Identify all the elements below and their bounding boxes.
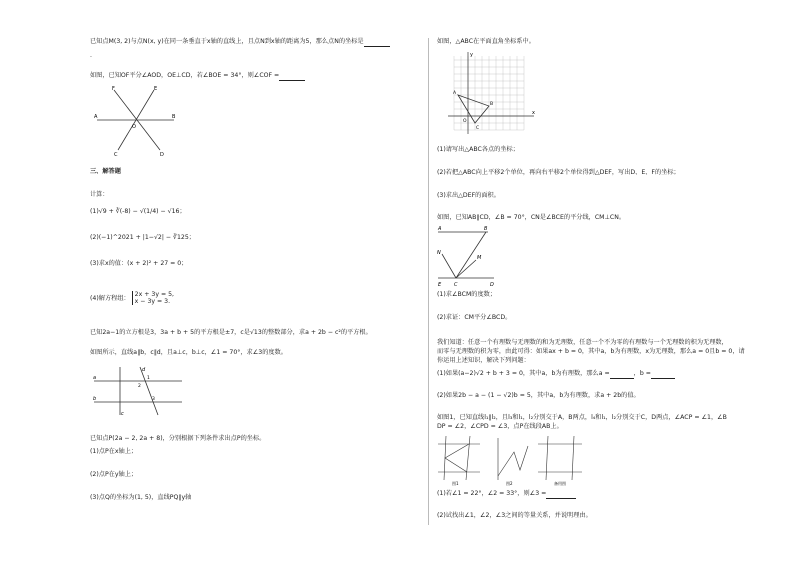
fig3-label-d: D <box>490 282 494 288</box>
fill-question-2: 如图，已知OF平分∠AOD，OE⊥CD，若∠BOE = 34°，则∠COF = <box>90 72 305 81</box>
grid-label-y: y <box>470 52 473 58</box>
fig1-label-d: D <box>160 152 164 158</box>
figure-spare <box>538 436 582 480</box>
segment-cb <box>456 232 486 278</box>
grid-question: 如图，△ABC在平面直角坐标系中。 <box>437 38 535 45</box>
point-item-2: (2)点P在y轴上； <box>90 471 138 478</box>
system-eq-1: 2x + 3y = 5, <box>134 291 175 298</box>
grid-label-x: x <box>532 110 535 116</box>
cube-root-question: 已知2a−1的立方根是3，3a + b + 5的平方根是±7，c是√13的整数部分，求a + 2b − c²的平方根。 <box>90 329 372 336</box>
grid-item-2: (2)若把△ABC向上平移2个单位，再向右平移2个单位得到△DEF，写出D、E、F的坐标； <box>437 169 680 176</box>
answer-blank <box>279 72 305 81</box>
irrational-text-1: 我们知道：任意一个有理数与无理数的和为无理数，任意一个不为零的有理数与一个无理数的积为无理数， <box>437 339 728 346</box>
figure-question-2: DP = ∠2，∠CPD = ∠3，点P在线段AB上。 <box>437 423 563 430</box>
fig2-label-3: 3 <box>152 397 155 402</box>
fig1-label-o: O <box>132 124 136 130</box>
fig3-label-m: M <box>477 255 482 261</box>
parallel-lines-figures <box>436 432 584 486</box>
fig2-label-c: c <box>121 411 124 417</box>
answer-blank <box>546 490 576 499</box>
parallel-figure <box>92 365 184 417</box>
figure-question-1: 如图1，已知直线l₁∥l₂，且l₃和l₁，l₂分别交于A，B两点，l₄和l₁，l₂分别交于C，D两点，∠ACP = ∠1，∠B <box>437 414 727 421</box>
grid-label-a: A <box>453 91 457 96</box>
calc-item-3: (3)求x的值：(x + 2)² + 27 = 0； <box>90 260 188 267</box>
coordinate-grid <box>444 50 540 136</box>
grid-item-1: (1)请写出△ABC各点的坐标； <box>437 146 519 153</box>
irrational-text-2: 而零与无理数的积为零，由此可得：如果ax + b = 0，其中a，b为有理数，x为无理数，那么a = 0且b = 0，请 <box>437 348 745 355</box>
bisector-question: 如图，已知AB∥CD，∠B = 70°，CN是∠BCE的平分线，CM⊥CN。 <box>437 214 626 221</box>
answer-marker: . <box>90 52 92 59</box>
fig1-label-a: A <box>94 114 98 120</box>
irrational-text-3: 你运用上述知识，解决下列问题： <box>437 357 530 364</box>
grid-label-o: O <box>463 119 467 124</box>
caption-fig1: 图1 <box>452 481 459 486</box>
line-d <box>140 367 158 415</box>
point-question: 已知点P(2a − 2, 2a + 8)，分别根据下列条件求出点P的坐标。 <box>90 435 266 442</box>
fig3-label-a: A <box>438 226 442 232</box>
fill-question-1: 已知点M(3, 2)与点N(x, y)在同一条垂直于x轴的直线上，且点N到x轴的距离为5，那么点N的坐标是 <box>90 38 390 47</box>
fig3-label-c: C <box>454 282 458 288</box>
fig1-label-c: C <box>114 152 118 158</box>
fig3-label-e: E <box>438 282 442 288</box>
fig1-label-f: F <box>112 86 115 92</box>
figure-1 <box>438 436 480 480</box>
point-item-3: (3)点Q的坐标为(1, 5)，直线PQ∥y轴 <box>90 494 192 501</box>
grid-item-3: (3)求出△DEF的面积。 <box>437 192 500 199</box>
irrational-item-2: (2)如果2b − a − (1 − √2)b = 5，其中a，b为有理数，求a + 2b的值。 <box>437 392 640 399</box>
system-eq-2: x − 3y = 3. <box>134 298 171 305</box>
calc-title: 计算： <box>90 191 109 198</box>
calc-item-4: (4)解方程组： 2x + 3y = 5, x − 3y = 3. <box>90 291 175 305</box>
bisector-figure <box>436 226 496 288</box>
calc-item-2: (2)(−1)^2021 + |1−√2| − ∛125； <box>90 234 195 241</box>
fig3-label-b: B <box>484 226 488 232</box>
fig2-label-1: 1 <box>147 376 150 381</box>
fig1-label-e: E <box>154 86 158 92</box>
caption-spare: 备用图 <box>554 481 566 486</box>
point-item-1: (1)点P在x轴上； <box>90 448 138 455</box>
figure-2 <box>498 438 528 480</box>
fig2-label-2: 2 <box>138 384 141 389</box>
caption-fig2: 图2 <box>506 481 513 486</box>
irrational-item-1: (1)如果(a−2)√2 + b + 3 = 0，其中a，b为有理数，那么a = ，b = <box>437 370 675 379</box>
answer-blank <box>610 370 634 379</box>
fig2-label-a: a <box>93 375 97 381</box>
bisector-item-2: (2)求证：CM平分∠BCD。 <box>437 314 512 321</box>
grid-label-b: B <box>490 102 494 107</box>
fig1-label-b: B <box>172 114 176 120</box>
angle-figure <box>92 86 180 158</box>
parallel-question: 如图所示，直线a∥b，c∥d，且a⊥c，b⊥c，∠1 = 70°，求∠3的度数。 <box>90 349 287 356</box>
figure-item-1: (1)若∠1 = 22°，∠2 = 33°，则∠3 = <box>437 490 576 499</box>
answer-blank <box>364 38 390 47</box>
fig2-label-b: b <box>93 396 97 402</box>
calc-item-1: (1)√9 + ∛(-8) − √(1/4) − √16； <box>90 208 186 215</box>
figure-item-2: (2)试找出∠1，∠2，∠3之间的等量关系，并说明理由。 <box>437 512 592 519</box>
column-divider <box>428 38 429 525</box>
grid-label-c: C <box>476 126 480 131</box>
section-title: 三、解答题 <box>90 168 121 175</box>
bisector-item-1: (1)求∠BCM的度数； <box>437 291 497 298</box>
fig3-label-n: N <box>437 250 441 256</box>
answer-blank <box>651 370 675 379</box>
fig2-label-d: d <box>142 367 146 373</box>
segment-cn <box>442 254 456 278</box>
